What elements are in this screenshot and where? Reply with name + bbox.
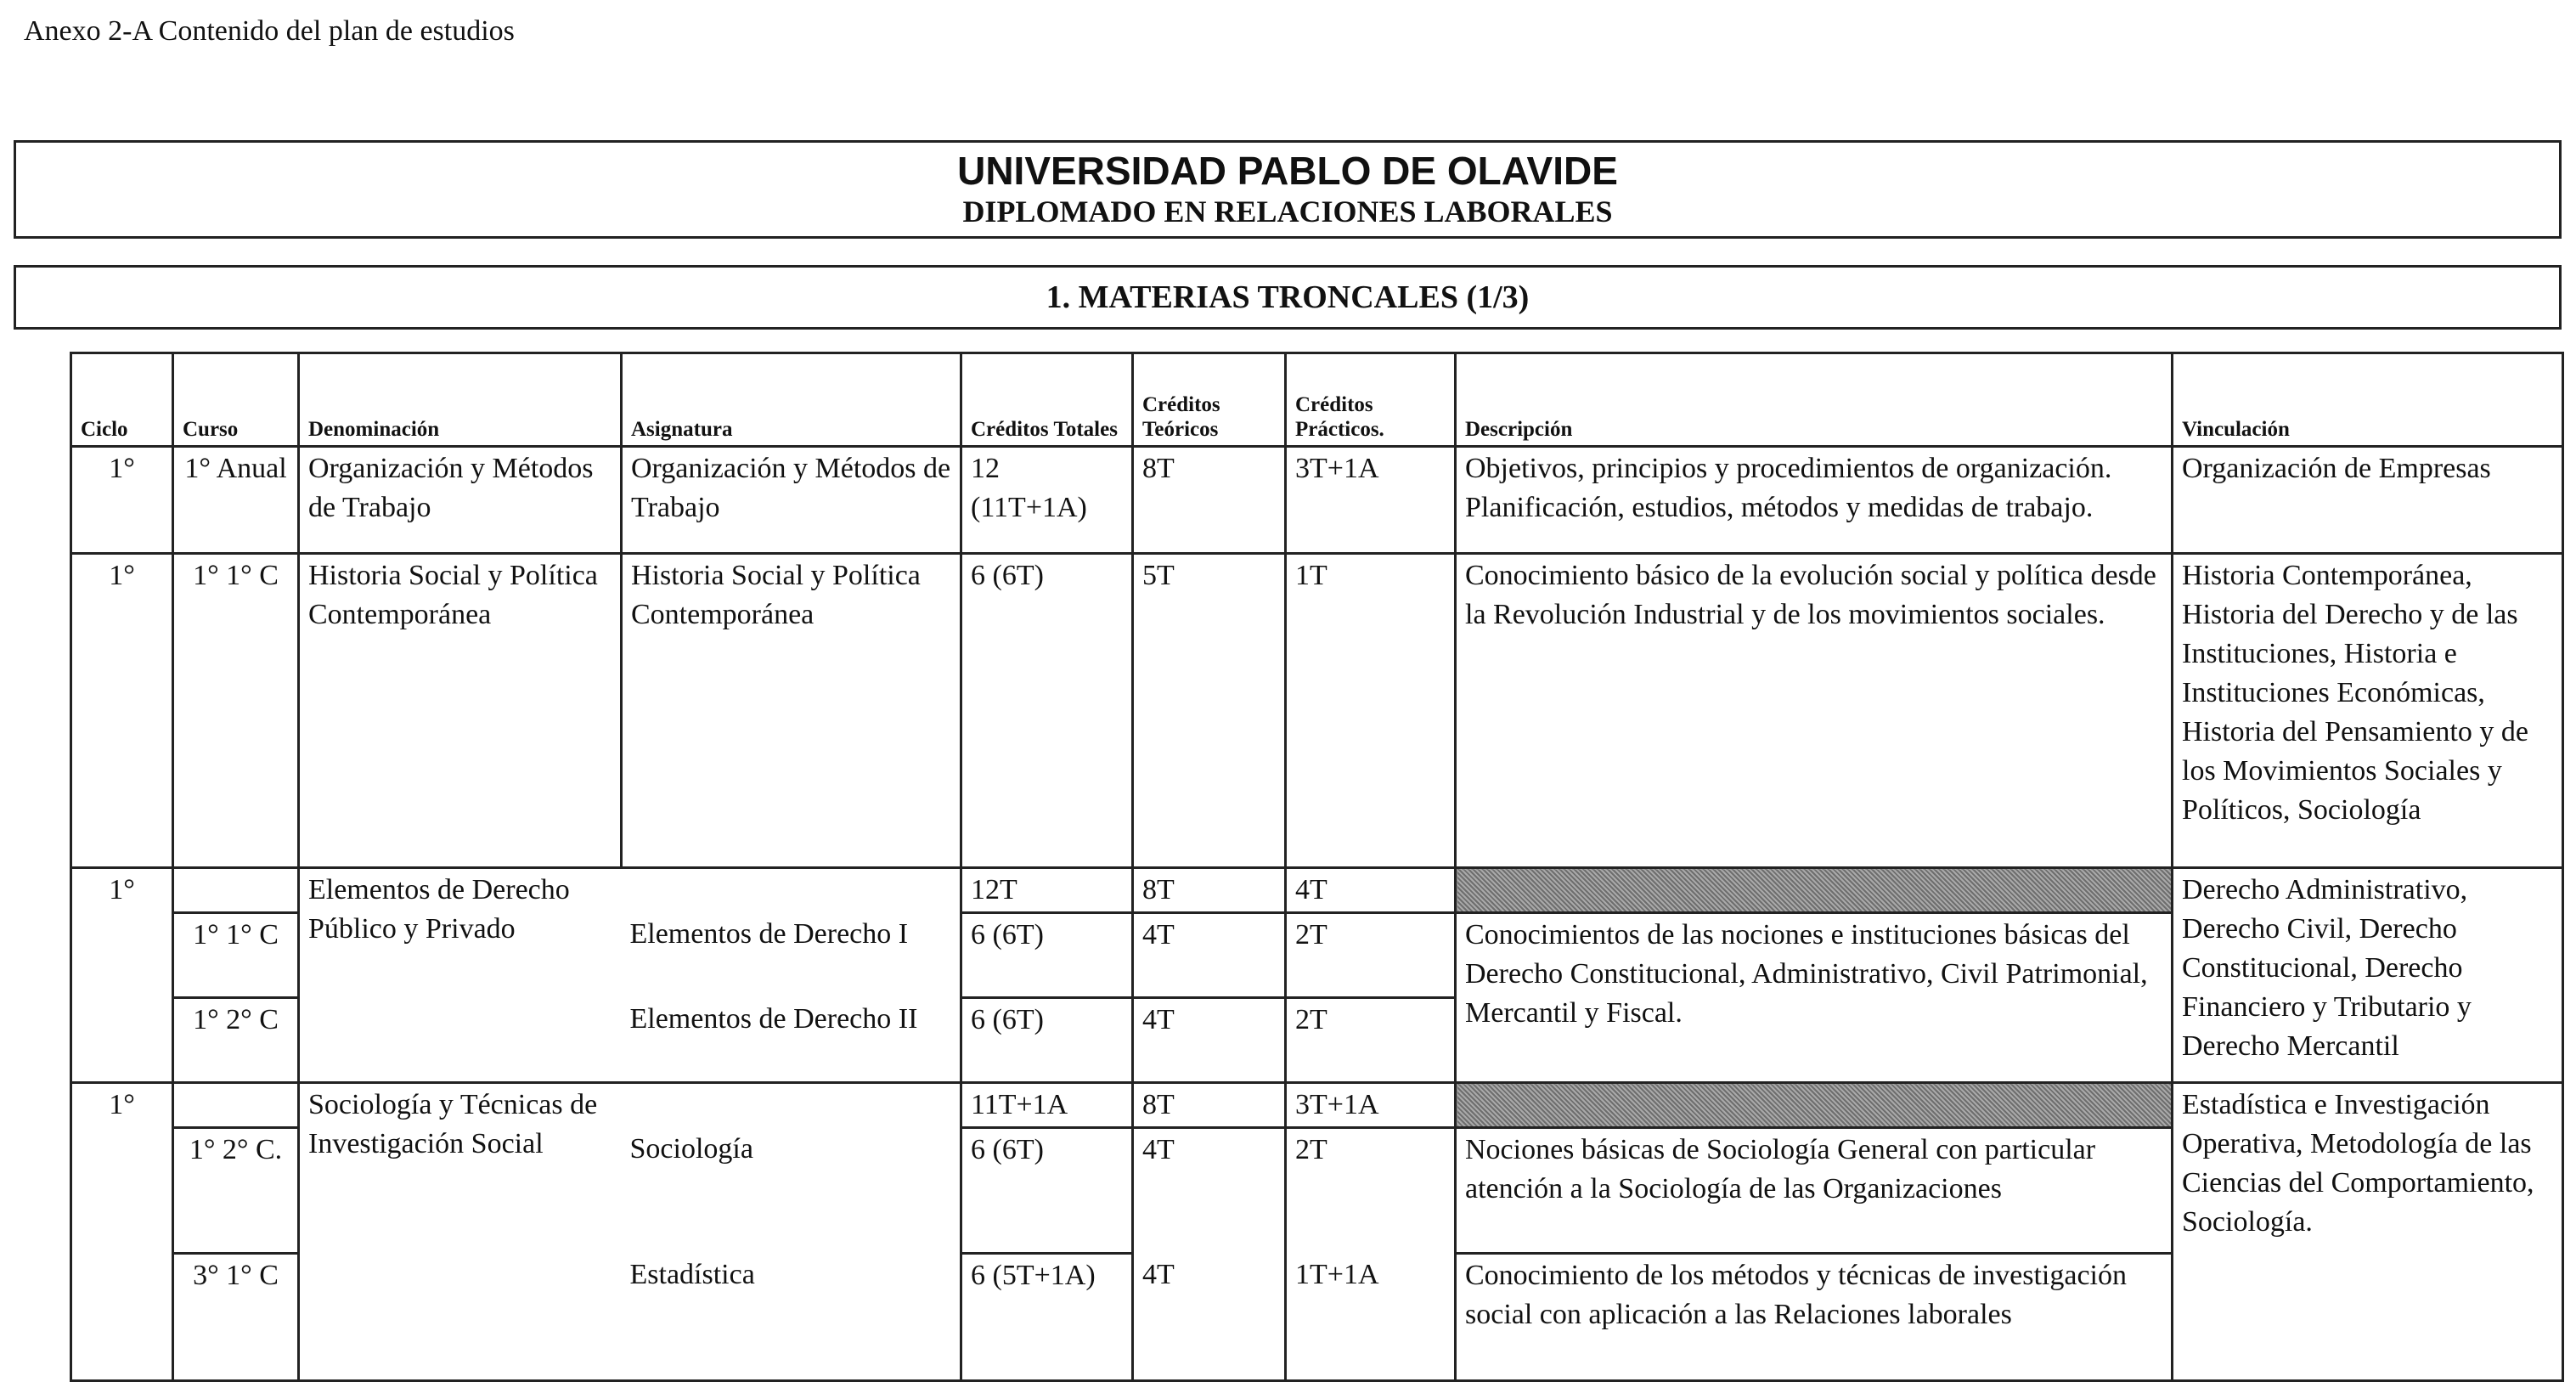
degree-name: DIPLOMADO EN RELACIONES LABORALES <box>962 195 1613 228</box>
cell-creditos-totales: 12 (11T+1A) <box>961 447 1133 554</box>
section-title: 1. MATERIAS TRONCALES (1/3) <box>1046 279 1530 315</box>
cell-creditos-totales: 12T <box>961 868 1133 913</box>
cell-curso: 1° 1° C <box>173 913 299 998</box>
cell-asignatura: Estadística <box>622 1254 961 1381</box>
cell-vinculacion: Derecho Administrativo, Derecho Civil, Derecho Constitucional, Derecho Financiero y Tributario y Derecho Mercantil <box>2173 868 2563 1083</box>
cell-curso: 1° 2° C <box>173 998 299 1083</box>
cell-creditos-teoricos: 8T <box>1133 1083 1286 1128</box>
table-row <box>71 554 2563 868</box>
table-row <box>71 447 2563 554</box>
cell-curso: 1° 1° C <box>173 554 299 868</box>
cell-ciclo: 1° <box>71 447 173 554</box>
cell-creditos-totales: 6 (5T+1A) <box>961 1254 1133 1381</box>
cell-descripcion: Objetivos, principios y procedimientos de organización. Planificación, estudios, métodos y medidas de trabajo. <box>1456 447 2173 554</box>
shaded-cell <box>1456 868 2173 913</box>
header-creditos-totales: Créditos Totales <box>961 353 1133 447</box>
cell-creditos-teoricos: 5T <box>1133 554 1286 868</box>
section-box <box>14 265 2562 330</box>
cell-ciclo: 1° <box>71 868 173 1083</box>
cell-denominacion: Organización y Métodos de Trabajo <box>299 447 622 554</box>
cell-denominacion: Elementos de Derecho Público y Privado <box>299 868 622 1083</box>
cell-creditos-teoricos: 4T <box>1133 1254 1286 1381</box>
cell-curso <box>173 1083 299 1128</box>
annex-title: Anexo 2-A Contenido del plan de estudios <box>24 15 515 47</box>
cell-ciclo: 1° <box>71 554 173 868</box>
cell-creditos-teoricos: 4T <box>1133 998 1286 1083</box>
shaded-cell <box>1456 1083 2173 1128</box>
cell-creditos-totales: 6 (6T) <box>961 554 1133 868</box>
cell-asignatura: Elementos de Derecho II <box>622 998 961 1083</box>
header-curso: Curso <box>173 353 299 447</box>
cell-creditos-practicos: 3T+1A <box>1286 1083 1456 1128</box>
cell-creditos-teoricos: 4T <box>1133 1128 1286 1254</box>
cell-asignatura: Organización y Métodos de Trabajo <box>622 447 961 554</box>
cell-creditos-practicos: 2T <box>1286 1128 1456 1254</box>
cell-creditos-practicos: 2T <box>1286 998 1456 1083</box>
cell-vinculacion: Organización de Empresas <box>2173 447 2563 554</box>
cell-curso: 3° 1° C <box>173 1254 299 1381</box>
curriculum-table <box>70 352 2564 1382</box>
cell-denominacion: Sociología y Técnicas de Investigación Social <box>299 1083 622 1381</box>
header-row <box>71 353 2563 447</box>
header-creditos-practicos: Créditos Prácticos. <box>1286 353 1456 447</box>
cell-asignatura: Historia Social y Política Contemporánea <box>622 554 961 868</box>
cell-creditos-teoricos: 8T <box>1133 447 1286 554</box>
cell-denominacion: Historia Social y Política Contemporánea <box>299 554 622 868</box>
cell-creditos-practicos: 3T+1A <box>1286 447 1456 554</box>
cell-creditos-practicos: 4T <box>1286 868 1456 913</box>
cell-creditos-practicos: 1T+1A <box>1286 1254 1456 1381</box>
cell-ciclo: 1° <box>71 1083 173 1381</box>
cell-creditos-totales: 11T+1A <box>961 1083 1133 1128</box>
cell-creditos-teoricos: 8T <box>1133 868 1286 913</box>
cell-creditos-totales: 6 (6T) <box>961 998 1133 1083</box>
cell-descripcion: Conocimiento de los métodos y técnicas de investigación social con aplicación a las Relaciones laborales <box>1456 1254 2173 1381</box>
header-ciclo: Ciclo <box>71 353 173 447</box>
header-denominacion: Denominación <box>299 353 622 447</box>
cell-descripcion: Nociones básicas de Sociología General con particular atención a la Sociología de las Organizaciones <box>1456 1128 2173 1254</box>
cell-creditos-totales: 6 (6T) <box>961 1128 1133 1254</box>
cell-creditos-practicos: 1T <box>1286 554 1456 868</box>
cell-vinculacion: Estadística e Investigación Operativa, Metodología de las Ciencias del Comportamiento, Sociología. <box>2173 1083 2563 1381</box>
table-row <box>71 1083 2563 1128</box>
header-asignatura: Asignatura <box>622 353 961 447</box>
cell-curso: 1° 2° C. <box>173 1128 299 1254</box>
cell-asignatura: Sociología <box>622 1128 961 1254</box>
cell-curso <box>173 868 299 913</box>
cell-asignatura <box>622 868 961 913</box>
cell-asignatura <box>622 1083 961 1128</box>
cell-creditos-teoricos: 4T <box>1133 913 1286 998</box>
cell-creditos-totales: 6 (6T) <box>961 913 1133 998</box>
university-name: UNIVERSIDAD PABLO DE OLAVIDE <box>957 149 1618 193</box>
title-box <box>14 140 2562 239</box>
cell-asignatura: Elementos de Derecho I <box>622 913 961 998</box>
cell-vinculacion: Historia Contemporánea, Historia del Derecho y de las Instituciones, Historia e Instituciones Económicas, Historia del Pensamiento y de los Movimientos Sociales y Políticos, Sociología <box>2173 554 2563 868</box>
cell-creditos-practicos: 2T <box>1286 913 1456 998</box>
header-creditos-teoricos: Créditos Teóricos <box>1133 353 1286 447</box>
table-row <box>71 868 2563 913</box>
cell-curso: 1° Anual <box>173 447 299 554</box>
header-descripcion: Descripción <box>1456 353 2173 447</box>
cell-descripcion: Conocimiento básico de la evolución social y política desde la Revolución Industrial y de los movimientos sociales. <box>1456 554 2173 868</box>
cell-descripcion: Conocimientos de las nociones e instituciones básicas del Derecho Constitucional, Administrativo, Civil Patrimonial, Mercantil y Fiscal. <box>1456 913 2173 1083</box>
header-vinculacion: Vinculación <box>2173 353 2563 447</box>
